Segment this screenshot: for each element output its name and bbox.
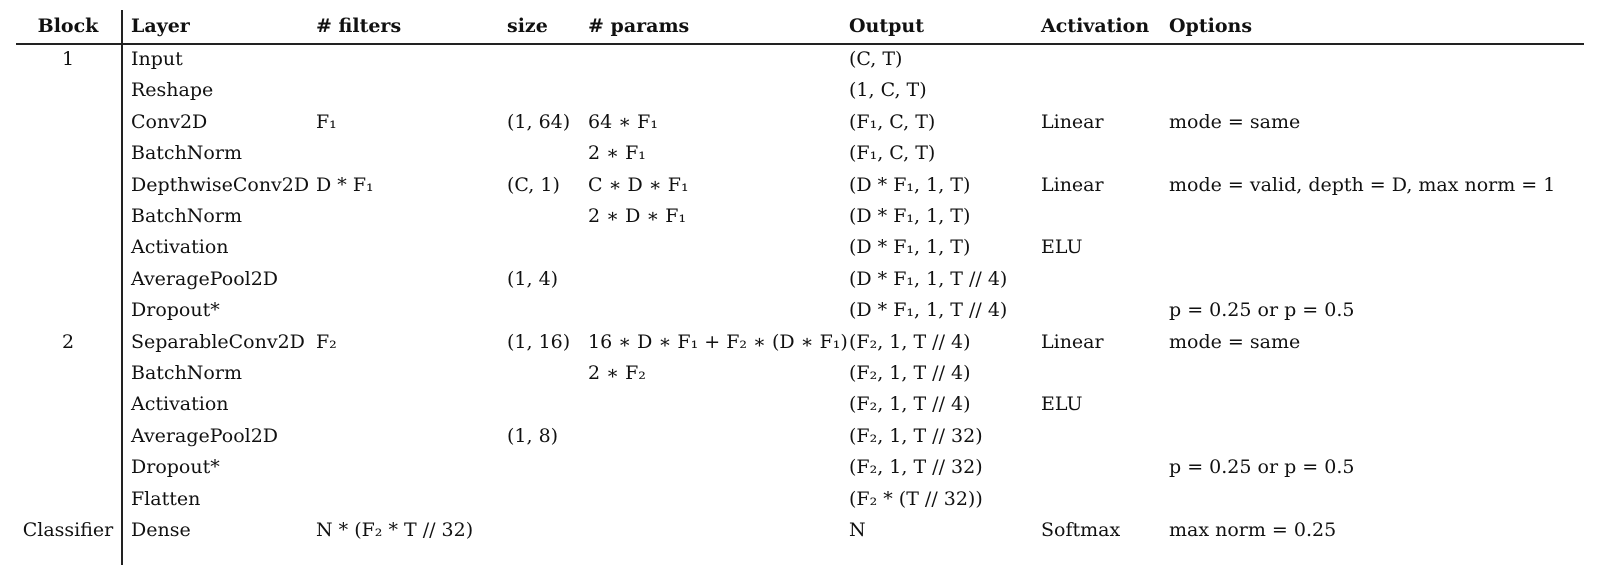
header-layer: Layer <box>131 15 190 37</box>
cell-block: Classifier <box>22 519 114 541</box>
table-row <box>16 110 1584 142</box>
cell-output: (F₂, 1, T // 4) <box>849 393 971 416</box>
cell-options: mode = same <box>1169 110 1301 133</box>
cell-layer: Dropout* <box>131 299 220 322</box>
table-row <box>16 78 1584 110</box>
table-header <box>16 10 1584 44</box>
header-activation: Activation <box>1041 15 1150 37</box>
cell-options: p = 0.25 or p = 0.5 <box>1169 299 1355 322</box>
table-row <box>16 392 1584 424</box>
cell-activation: ELU <box>1041 393 1083 416</box>
cell-size: (1, 8) <box>507 424 559 447</box>
cell-activation: Linear <box>1041 330 1104 353</box>
cell-layer: BatchNorm <box>131 362 242 384</box>
table-row <box>16 487 1584 519</box>
cell-filters: D * F₁ <box>316 173 374 196</box>
cell-layer: BatchNorm <box>131 205 242 227</box>
table-row <box>16 47 1584 79</box>
cell-block: 1 <box>61 48 75 70</box>
cell-output: (F₂, 1, T // 4) <box>849 362 971 384</box>
cell-filters: N * (F₂ * T // 32) <box>316 519 474 541</box>
cell-params: 2 ∗ F₂ <box>588 362 646 384</box>
cell-output: (F₂, 1, T // 32) <box>849 424 983 447</box>
cell-params: 64 ∗ F₁ <box>588 110 658 133</box>
table-row <box>16 267 1584 299</box>
cell-options: max norm = 0.25 <box>1169 519 1337 541</box>
cell-output: (F₁, C, T) <box>849 110 936 133</box>
header-output: Output <box>849 15 925 37</box>
cell-output: (F₁, C, T) <box>849 142 936 165</box>
cell-output: (D * F₁, 1, T) <box>849 205 971 227</box>
header-block: Block <box>37 15 99 37</box>
cell-filters: F₁ <box>316 110 337 133</box>
cell-filters: F₂ <box>316 330 337 353</box>
table-row <box>16 424 1584 456</box>
cell-params: 16 ∗ D ∗ F₁ + F₂ ∗ (D ∗ F₁) <box>588 330 848 353</box>
header-size: size <box>507 15 548 37</box>
cell-output: (C, T) <box>849 48 903 70</box>
header-options: Options <box>1169 15 1253 37</box>
cell-activation: Linear <box>1041 173 1104 196</box>
cell-options: mode = same <box>1169 330 1301 353</box>
cell-output: (F₂ * (T // 32)) <box>849 487 983 510</box>
cell-layer: Dropout* <box>131 456 220 479</box>
cell-size: (1, 64) <box>507 110 571 133</box>
cell-layer: DepthwiseConv2D <box>131 173 310 196</box>
cell-options: p = 0.25 or p = 0.5 <box>1169 456 1355 479</box>
cell-output: (F₂, 1, T // 4) <box>849 330 971 353</box>
table-row <box>16 330 1584 362</box>
header-params: # params <box>588 15 690 37</box>
table-row <box>16 361 1584 393</box>
architecture-table <box>16 10 1584 565</box>
cell-block: 2 <box>61 330 75 353</box>
header-rule <box>16 43 1584 45</box>
cell-output: N <box>849 519 866 541</box>
cell-output: (F₂, 1, T // 32) <box>849 456 983 479</box>
table-row <box>16 235 1584 267</box>
cell-layer: BatchNorm <box>131 142 242 165</box>
table-row <box>16 204 1584 236</box>
cell-activation: Softmax <box>1041 519 1121 541</box>
cell-size: (1, 4) <box>507 267 559 290</box>
header-filters: # filters <box>316 15 402 37</box>
cell-layer: Flatten <box>131 487 201 510</box>
cell-output: (1, C, T) <box>849 79 927 102</box>
cell-output: (D * F₁, 1, T) <box>849 236 971 259</box>
cell-layer: Activation <box>131 393 229 416</box>
cell-layer: Reshape <box>131 79 214 102</box>
cell-output: (D * F₁, 1, T) <box>849 173 971 196</box>
cell-activation: Linear <box>1041 110 1104 133</box>
cell-layer: Input <box>131 48 183 70</box>
cell-options: mode = valid, depth = D, max norm = 1 <box>1169 173 1556 196</box>
cell-output: (D * F₁, 1, T // 4) <box>849 299 1008 322</box>
cell-params: 2 ∗ D ∗ F₁ <box>588 205 687 227</box>
cell-layer: AveragePool2D <box>131 424 279 447</box>
cell-layer: AveragePool2D <box>131 267 279 290</box>
table-row <box>16 298 1584 330</box>
cell-params: 2 ∗ F₁ <box>588 142 646 165</box>
cell-output: (D * F₁, 1, T // 4) <box>849 267 1008 290</box>
table-row <box>16 141 1584 173</box>
cell-params: C ∗ D ∗ F₁ <box>588 173 689 196</box>
cell-activation: ELU <box>1041 236 1083 259</box>
table-row <box>16 518 1584 550</box>
cell-size: (1, 16) <box>507 330 571 353</box>
table-row <box>16 455 1584 487</box>
cell-size: (C, 1) <box>507 173 560 196</box>
cell-layer: SeparableConv2D <box>131 330 305 353</box>
cell-layer: Dense <box>131 519 191 541</box>
cell-layer: Conv2D <box>131 110 208 133</box>
table-row <box>16 173 1584 205</box>
cell-layer: Activation <box>131 236 229 259</box>
